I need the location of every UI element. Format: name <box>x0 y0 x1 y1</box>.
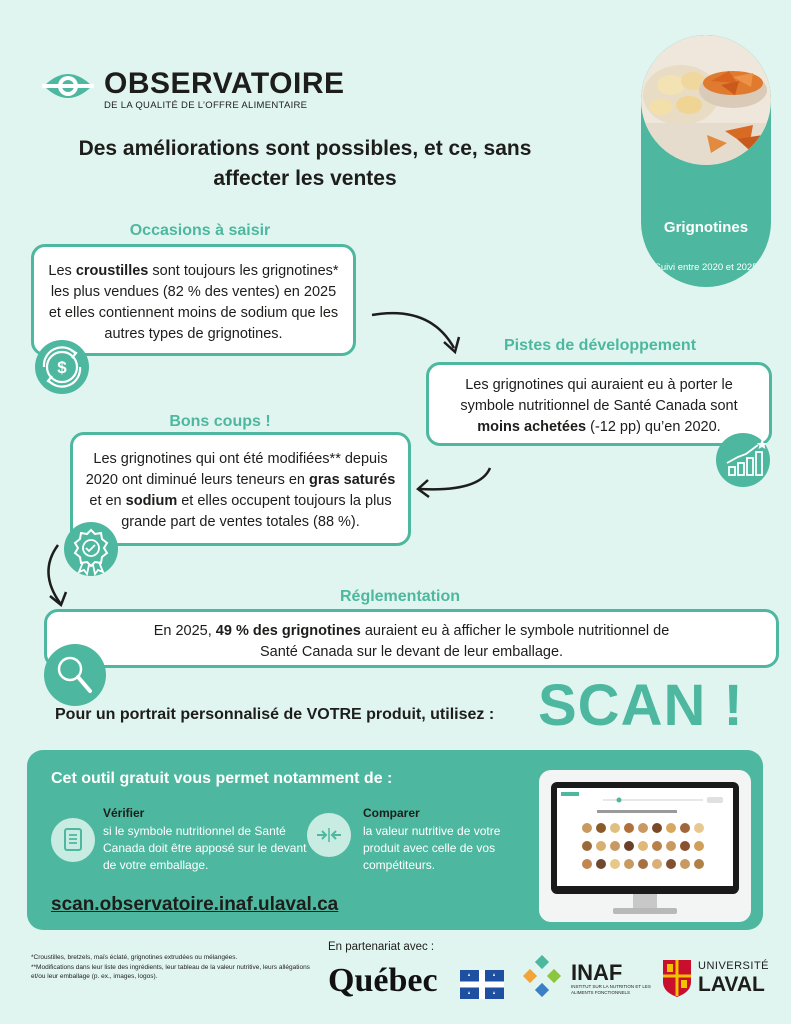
box-bold: moins achetées <box>477 419 587 435</box>
box-text: En 2025, <box>153 623 216 639</box>
box-text: et elles occupent toujours la plus grande part de ventes totales (88 %). <box>121 493 392 530</box>
box-text: sont toujours les grignotines* les plus vendues (82 % des ventes) en 2025 et elles contiennent moins de sodium que les autres types de grignotines. <box>48 263 339 342</box>
topic-pill <box>641 35 771 287</box>
dollar-cycle-icon <box>35 340 89 394</box>
logo-title: OBSERVATOIRE <box>104 67 345 100</box>
growth-chart-icon <box>716 433 770 487</box>
feature-verify-title: Vérifier <box>103 806 145 820</box>
quebec-flag-icon <box>460 970 504 999</box>
scan-url-link[interactable]: scan.observatoire.inaf.ulaval.ca <box>51 894 339 915</box>
award-ribbon-icon <box>64 522 118 576</box>
box-text: Les grignotines qui ont été modifiées** depuis 2020 ont diminué leurs teneurs en <box>85 451 388 488</box>
section-title-reglementation: Réglementation <box>339 588 460 605</box>
snack-photo <box>641 35 771 165</box>
page-headline: Des améliorations sont possibles, et ce, sans affecter les ventes <box>78 137 532 190</box>
pill-subtitle: Suivi entre 2020 et 2025 <box>654 262 758 273</box>
box-text: auraient eu à afficher le symbole nutritionnel de Santé Canada sur le devant de leur emballage. <box>259 623 670 660</box>
quebec-logo-text: Québec <box>328 962 438 999</box>
inaf-logo-text: INAF <box>571 960 623 985</box>
feature-verify-text: si le symbole nutritionnel de Santé Canada doit être apposé sur le devant de votre emballage. <box>103 824 307 872</box>
box-text: et en <box>89 493 126 509</box>
box-bold: croustilles <box>75 263 149 279</box>
box-bold: gras saturés <box>309 472 396 488</box>
observatoire-eye-logo-icon <box>42 66 94 106</box>
footnotes <box>31 953 311 982</box>
scan-tool-panel <box>27 750 763 930</box>
section-title-pistes: Pistes de développement <box>503 337 697 354</box>
inaf-logo-icon <box>521 955 563 997</box>
scan-title: SCAN ! <box>538 673 744 738</box>
universite-label: UNIVERSITÉ <box>698 960 770 972</box>
reglementation-box <box>44 609 779 668</box>
scan-lead-text: Pour un portrait personnalisé de VOTRE produit, utilisez : <box>55 706 495 723</box>
box-text: Les <box>48 263 76 279</box>
logo-subtitle: DE LA QUALITÉ DE L’OFFRE ALIMENTAIRE <box>104 100 308 111</box>
box-bold: sodium <box>125 493 178 509</box>
document-icon <box>51 818 95 862</box>
section-title-occasions: Occasions à saisir <box>129 222 271 239</box>
box-text: (-12 pp) qu’en 2020. <box>586 419 721 435</box>
partners-label: En partenariat avec : <box>328 941 435 953</box>
footnote-1: *Croustilles, bretzels, maïs éclaté, grignotines extrudées ou mélangées. <box>31 954 238 961</box>
box-text: Les grignotines qui auraient eu à porter le symbole nutritionnel de Santé Canada sont <box>460 377 738 414</box>
observatoire-logo <box>42 64 345 114</box>
feature-compare-text: la valeur nutritive de votre produit avec celle de vos compétiteurs. <box>363 824 501 872</box>
bons-coups-box <box>70 432 411 546</box>
footnote-2: **Modifications dans leur liste des ingrédients, leur tableau de la valeur nutritive, leurs allégations et/ou leur emballage (p. ex., images, logos). <box>31 963 310 980</box>
magnifier-icon <box>44 644 106 706</box>
compare-arrows-icon <box>307 813 351 857</box>
laval-label: LAVAL <box>698 973 765 996</box>
section-title-bons-coups: Bons coups ! <box>169 413 271 430</box>
panel-title: Cet outil gratuit vous permet notamment de : <box>51 770 393 787</box>
box-bold: 49 % des grignotines <box>215 623 361 639</box>
universite-laval-crest-icon <box>661 958 693 998</box>
monitor-screenshot <box>547 780 743 920</box>
feature-compare-title: Comparer <box>363 806 420 820</box>
svg-text:$: $ <box>57 358 67 377</box>
inaf-logo-subtext: INSTITUT SUR LA NUTRITION ET LES ALIMENTS FONCTIONNELS <box>571 984 651 995</box>
pill-title: Grignotines <box>663 219 749 236</box>
